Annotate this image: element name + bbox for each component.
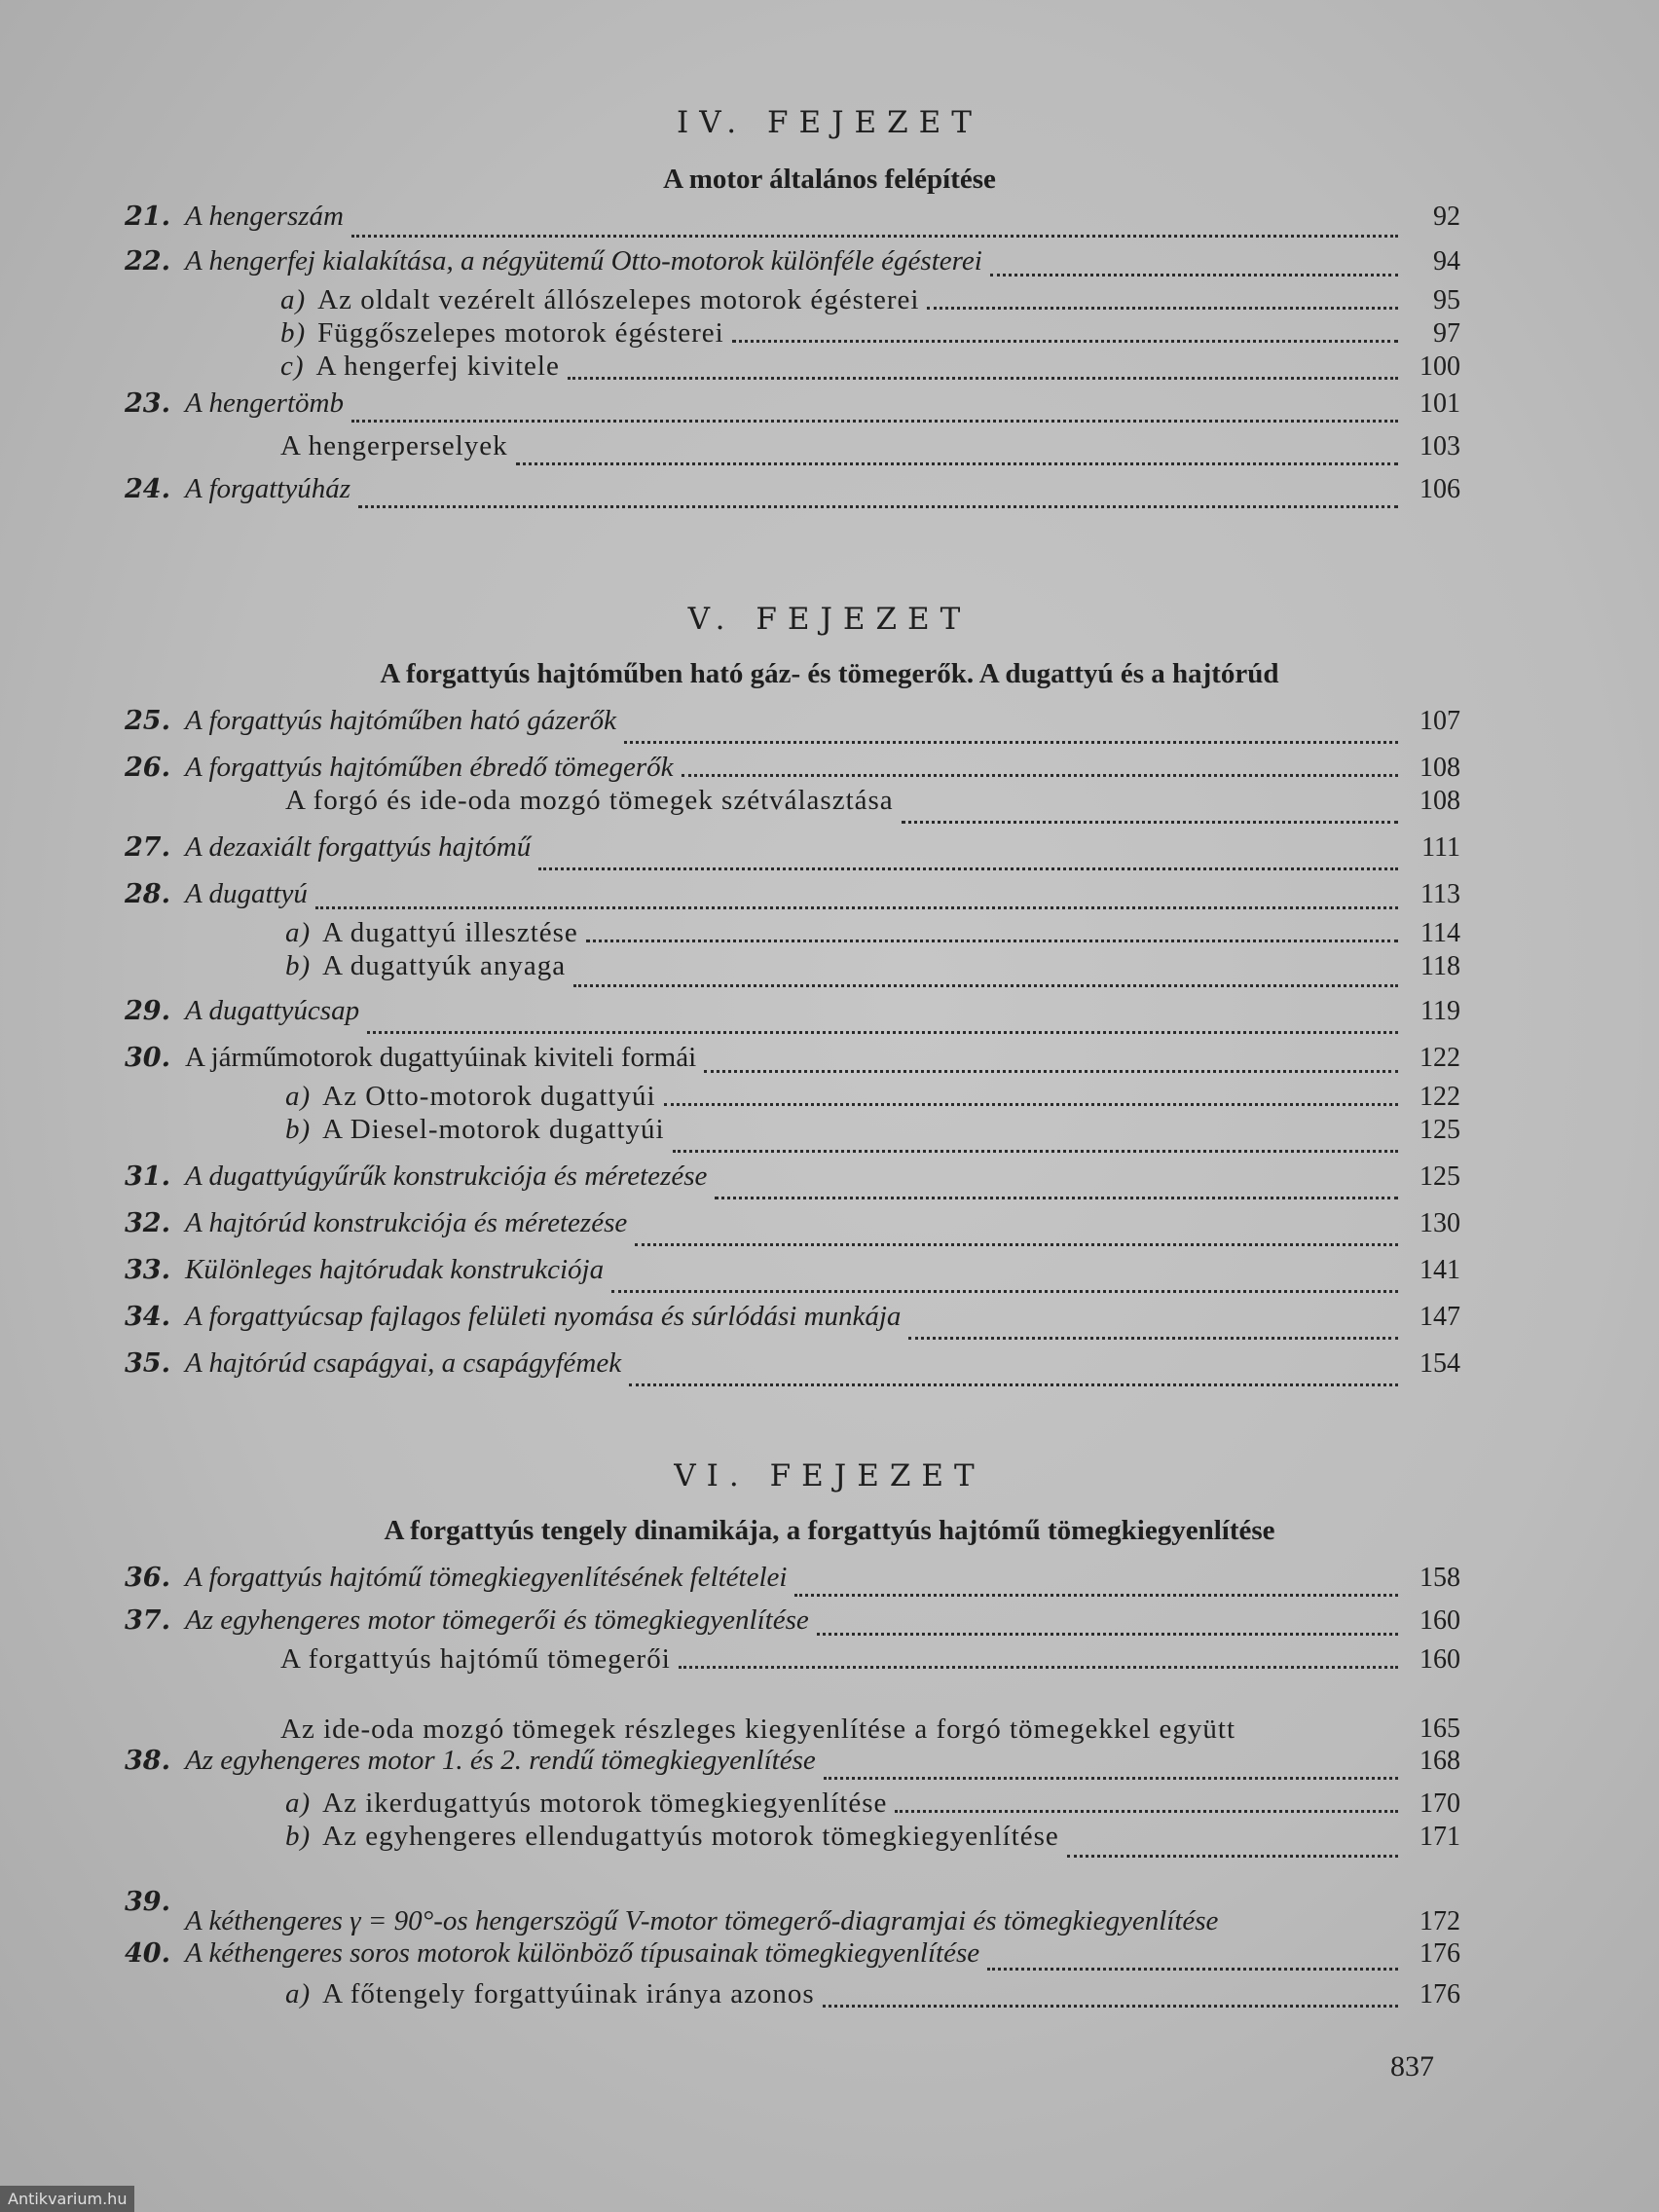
entry-label: a) (285, 1081, 312, 1112)
dot-leader (664, 1103, 1398, 1106)
toc-entry (125, 201, 1460, 245)
entry-title: A főtengely forgattyúinak iránya azonos (322, 1978, 815, 2009)
entry-page: 101 (1419, 388, 1460, 419)
entry-page: 100 (1419, 351, 1460, 382)
dot-leader (704, 1070, 1398, 1073)
entry-number: 39. (125, 1886, 170, 1917)
entry-title: Függőszelepes motorok égésterei (317, 317, 724, 349)
dot-leader (990, 274, 1398, 276)
toc-entry (125, 1042, 1460, 1081)
entry-title: Az ikerdugattyús motorok tömegkiegyenlítése (322, 1788, 888, 1819)
entry-label: a) (285, 1978, 312, 2009)
entry-title: Az oldalt vezérelt állószelepes motorok égésterei (317, 284, 920, 315)
toc-entry (125, 752, 1460, 785)
dot-leader (824, 1777, 1398, 1780)
entry-title: A hengertömb (185, 387, 344, 419)
toc-entry (125, 1301, 1460, 1347)
entry-title: A hajtórúd csapágyai, a csapágyfémek (185, 1347, 622, 1379)
toc-entry (125, 245, 1460, 284)
chapter-heading: V. FEJEZET (687, 602, 972, 637)
entry-page: 158 (1419, 1563, 1460, 1593)
entry-number: 29. (125, 996, 170, 1026)
entry-page: 170 (1419, 1788, 1460, 1819)
chapter-title: A forgattyús tengely dinamikája, a forgattyús hajtómű tömegkiegyenlítése (384, 1515, 1275, 1546)
entry-number: 37. (125, 1605, 170, 1636)
chapter-v (0, 598, 1659, 695)
entry-page: 125 (1419, 1161, 1460, 1192)
toc-entry (125, 1347, 1460, 1394)
toc-subentry (125, 284, 1460, 317)
entry-label: a) (285, 917, 312, 948)
entry-title: A hengerfej kialakítása, a négyütemű Otto-motorok különféle égésterei (185, 245, 982, 276)
toc-list-v (125, 705, 1460, 1394)
entry-number: 34. (125, 1302, 170, 1332)
entry-title: A Diesel-motorok dugattyúi (322, 1114, 665, 1145)
dot-leader (367, 1031, 1398, 1034)
entry-page: 119 (1420, 996, 1460, 1026)
dot-leader (351, 235, 1398, 238)
entry-title: A forgó és ide-oda mozgó tömegek szétválasztása (285, 785, 894, 816)
entry-number: 35. (125, 1348, 170, 1379)
entry-page: 103 (1419, 431, 1460, 461)
toc-subentry (125, 350, 1460, 387)
entry-page: 130 (1419, 1208, 1460, 1238)
dot-leader (358, 505, 1398, 508)
entry-page: 97 (1433, 318, 1460, 349)
entry-title: A forgattyúcsap fajlagos felületi nyomása és súrlódási munkája (185, 1301, 902, 1332)
entry-number: 22. (125, 246, 170, 276)
entry-title: A hengerszám (185, 201, 344, 232)
entry-number: 36. (125, 1563, 170, 1593)
dot-leader (516, 462, 1398, 465)
entry-number: 32. (125, 1208, 170, 1238)
chapter-vi (0, 1455, 1659, 1552)
entry-title: Az egyhengeres motor tömegerői és tömegkiegyenlítése (185, 1604, 809, 1636)
toc-entry (125, 1865, 1460, 1937)
entry-page: 168 (1419, 1746, 1460, 1776)
entry-page: 108 (1419, 753, 1460, 783)
toc-entry (125, 1562, 1460, 1604)
dot-leader (987, 1968, 1398, 1971)
toc-subentry (125, 917, 1460, 950)
entry-title: A kéthengeres soros motorok különböző típusainak tömegkiegyenlítése (185, 1937, 980, 1969)
watermark: Antikvarium.hu (0, 2186, 134, 2212)
entry-title: A kéthengeres γ = 90°-os hengerszögű V-motor tömegerő-diagramjai és tömegkiegyenlítése (185, 1905, 1219, 1936)
dot-leader (315, 906, 1398, 909)
entry-page: 122 (1419, 1043, 1460, 1073)
toc-entry (125, 878, 1460, 917)
entry-number: 40. (125, 1938, 170, 1969)
entry-title: A forgattyús hajtóműben ébredő tömegerők (185, 752, 674, 783)
entry-title: A hajtórúd konstrukciója és méretezése (185, 1207, 628, 1238)
entry-title: A hengerperselyek (280, 430, 508, 461)
toc-entry (125, 387, 1460, 430)
chapter-title: A forgattyús hajtóműben ható gáz- és tömegerők. A dugattyú és a hajtórúd (380, 658, 1279, 689)
entry-label: a) (285, 1788, 312, 1819)
entry-label: b) (285, 1114, 312, 1145)
entry-page: 172 (1419, 1906, 1460, 1936)
entry-page: 125 (1419, 1115, 1460, 1145)
entry-number: 30. (125, 1043, 170, 1073)
toc-entry (125, 705, 1460, 752)
entry-page: 118 (1420, 951, 1460, 981)
dot-leader (927, 307, 1398, 310)
entry-page: 111 (1421, 832, 1460, 863)
dot-leader (635, 1243, 1398, 1246)
toc-entry (125, 1207, 1460, 1254)
entry-number: 28. (125, 879, 170, 909)
entry-title: A forgattyús hajtómű tömegerői (280, 1643, 671, 1675)
toc-subentry (125, 1114, 1460, 1161)
entry-title: A dugattyúgyűrűk konstrukciója és méretezése (185, 1161, 708, 1192)
dot-leader (895, 1810, 1398, 1813)
dot-leader (351, 420, 1398, 423)
toc-subentry (125, 1788, 1460, 1821)
entry-label: b) (285, 1821, 312, 1852)
dot-leader (673, 1150, 1398, 1153)
toc-entry (125, 1745, 1460, 1788)
entry-number: 23. (125, 388, 170, 419)
dot-leader (902, 821, 1398, 824)
entry-title: A hengerfej kivitele (315, 350, 560, 382)
dot-leader (568, 377, 1398, 380)
chapter-heading: IV. FEJEZET (677, 105, 982, 140)
dot-leader (586, 940, 1398, 942)
dot-leader (715, 1197, 1398, 1199)
toc-entry (125, 1604, 1460, 1643)
entry-page: 95 (1433, 285, 1460, 315)
chapter-heading: VI. FEJEZET (674, 1458, 985, 1493)
entry-title: Az egyhengeres motor 1. és 2. rendű tömegkiegyenlítése (185, 1745, 816, 1776)
dot-leader (611, 1290, 1398, 1293)
dot-leader (629, 1383, 1398, 1386)
dot-leader (823, 2005, 1398, 2008)
entry-title: Az ide-oda mozgó tömegek részleges kiegyenlítése a forgó tömegekkel együtt (280, 1714, 1236, 1745)
entry-page: 160 (1419, 1644, 1460, 1675)
entry-page: 92 (1433, 202, 1460, 232)
entry-number: 31. (125, 1161, 170, 1192)
entry-number: 38. (125, 1746, 170, 1776)
entry-number: 24. (125, 474, 170, 504)
toc-entry (125, 1161, 1460, 1207)
entry-label: b) (280, 317, 307, 349)
entry-label: b) (285, 950, 312, 981)
page-number: 837 (1390, 2050, 1434, 2083)
toc-entry (125, 831, 1460, 878)
toc-list-vi (125, 1562, 1460, 2015)
dot-leader (682, 774, 1398, 777)
dot-leader (1067, 1855, 1398, 1858)
toc-subentry (125, 1821, 1460, 1865)
entry-title: A dugattyú illesztése (322, 917, 578, 948)
dot-leader (538, 867, 1398, 870)
entry-label: a) (280, 284, 307, 315)
entry-title: Az egyhengeres ellendugattyús motorok tömegkiegyenlítése (322, 1821, 1059, 1852)
dot-leader (573, 984, 1398, 987)
dot-leader (732, 340, 1398, 343)
entry-page: 113 (1420, 879, 1460, 909)
entry-page: 108 (1419, 786, 1460, 816)
entry-title: Az Otto-motorok dugattyúi (322, 1081, 656, 1112)
entry-title: A dugattyúk anyaga (322, 950, 567, 981)
entry-page: 141 (1419, 1255, 1460, 1285)
toc-entry (125, 1937, 1460, 1978)
entry-page: 176 (1419, 1938, 1460, 1969)
entry-title: A járműmotorok dugattyúinak kiviteli formái (185, 1042, 697, 1073)
toc-entry (125, 995, 1460, 1042)
entry-label: c) (280, 350, 305, 382)
toc-subentry (125, 430, 1460, 473)
chapter-iv (0, 101, 1659, 201)
entry-page: 160 (1419, 1605, 1460, 1636)
dot-leader (908, 1337, 1398, 1340)
entry-number: 21. (125, 202, 170, 232)
chapter-title: A motor általános felépítése (663, 164, 996, 195)
entry-title: A forgattyús hajtóműben ható gázerők (185, 705, 617, 736)
entry-title: A dugattyú (185, 878, 308, 909)
dot-leader (817, 1633, 1398, 1636)
dot-leader (624, 741, 1398, 744)
entry-page: 122 (1419, 1082, 1460, 1112)
toc-subentry (125, 317, 1460, 350)
entry-page: 94 (1433, 246, 1460, 276)
entry-title: A forgattyús hajtómű tömegkiegyenlítésének feltételei (185, 1562, 788, 1593)
entry-page: 154 (1419, 1348, 1460, 1379)
entry-page: 176 (1419, 1979, 1460, 2009)
entry-title: A forgattyúház (185, 473, 350, 504)
entry-page: 171 (1419, 1822, 1460, 1852)
dot-leader (794, 1594, 1398, 1597)
entry-number: 33. (125, 1255, 170, 1285)
toc-subentry (125, 785, 1460, 831)
toc-entry (125, 1254, 1460, 1301)
toc-entry (125, 473, 1460, 516)
entry-page: 114 (1420, 918, 1460, 948)
entry-page: 106 (1419, 474, 1460, 504)
toc-subentry (125, 1978, 1460, 2015)
toc-subentry (125, 1081, 1460, 1114)
entry-page: 165 (1419, 1714, 1460, 1744)
entry-title: Különleges hajtórudak konstrukciója (185, 1254, 605, 1285)
entry-page: 147 (1419, 1302, 1460, 1332)
toc-subentry (125, 1677, 1460, 1745)
entry-number: 25. (125, 706, 170, 736)
entry-title: A dezaxiált forgattyús hajtómű (185, 831, 532, 863)
entry-page: 107 (1419, 706, 1460, 736)
toc-subentry (125, 1643, 1460, 1677)
entry-number: 26. (125, 753, 170, 783)
entry-number: 27. (125, 832, 170, 863)
entry-title: A dugattyúcsap (185, 995, 360, 1026)
dot-leader (679, 1666, 1398, 1669)
toc-list-iv (125, 201, 1460, 516)
toc-subentry (125, 950, 1460, 995)
